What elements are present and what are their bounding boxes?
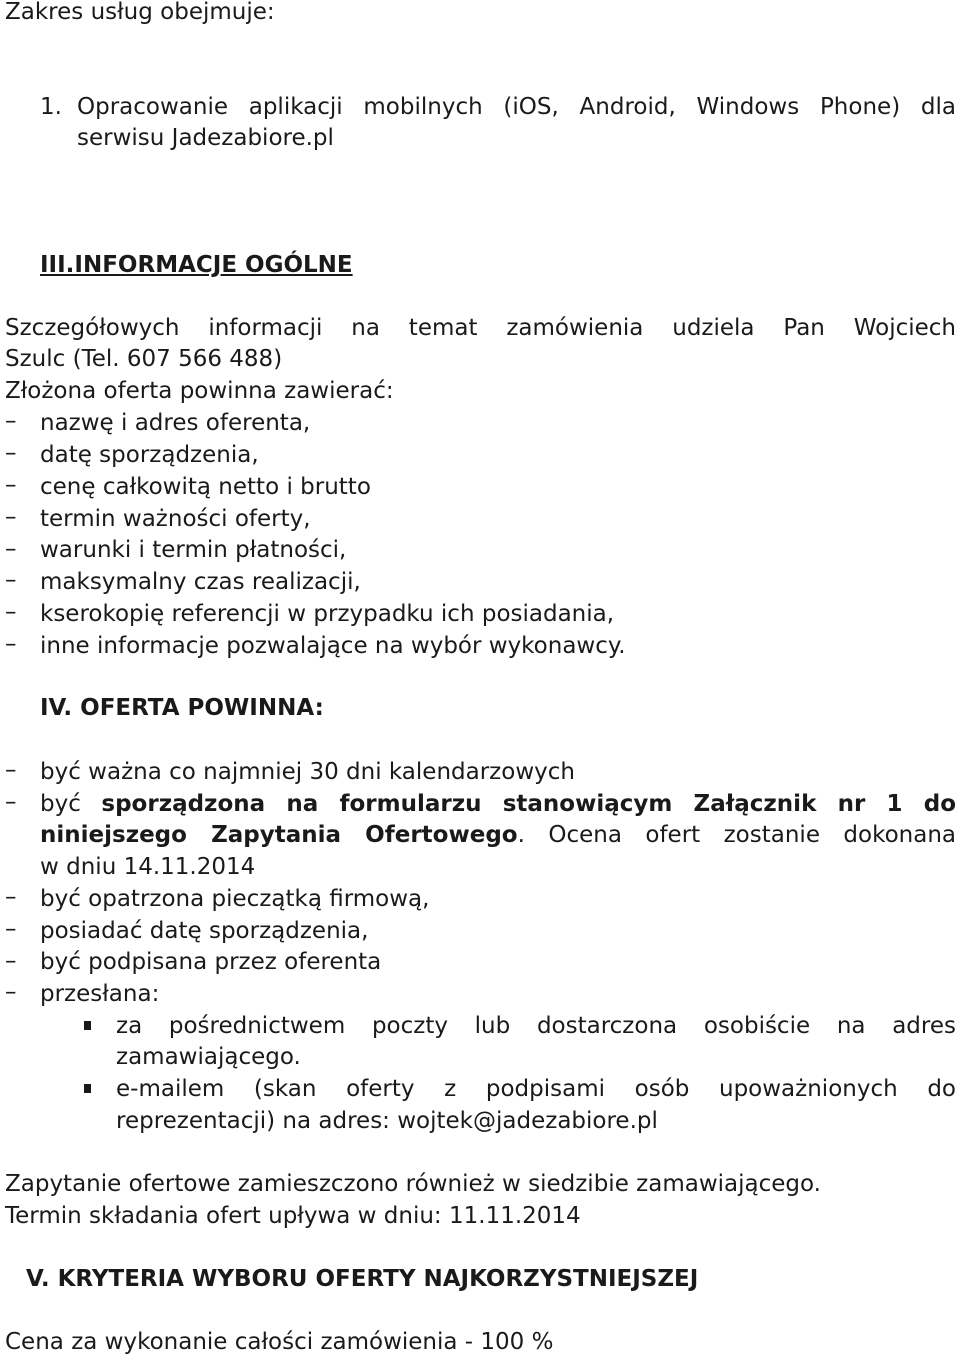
list-dash: – [5, 757, 17, 783]
list-item: termin ważności oferty, [40, 506, 311, 532]
list-item: maksymalny czas realizacji, [40, 569, 361, 595]
requirement-item: być podpisana przez oferenta [40, 949, 382, 975]
requirement-form-rest: . Ocena ofert zostanie dokonana [517, 822, 956, 848]
list-dash: – [5, 567, 17, 593]
list-dash: – [5, 408, 17, 434]
list-dash: – [5, 536, 17, 562]
requirement-item-form-line-1 [40, 788, 956, 820]
delivery-item-2-line-2: reprezentacji) na adres: wojtek@jadezabiore.pl [116, 1108, 658, 1134]
requirement-item: być opatrzona pieczątką firmową, [40, 886, 430, 912]
delivery-item-1-line-2: zamawiającego. [116, 1044, 301, 1070]
section-4-heading: IV. OFERTA POWINNA: [40, 695, 324, 721]
deadline: Termin składania ofert upływa w dniu: 11.11.2014 [5, 1203, 581, 1229]
list-item: inne informacje pozwalające na wybór wykonawcy. [40, 633, 626, 659]
list-item: datę sporządzenia, [40, 442, 259, 468]
delivery-item-1-line-1: za pośrednictwem poczty lub dostarczona osobiście na adres [116, 1013, 956, 1039]
delivery-item-2-line-1: e-mailem (skan oferty z podpisami osób upoważnionych do [116, 1076, 956, 1102]
contact-line-1: Szczegółowych informacji na temat zamówienia udziela Pan Wojciech [5, 315, 956, 341]
scope-heading: Zakres usług obejmuje: [5, 0, 275, 25]
section-3-heading: III.INFORMACJE OGÓLNE [40, 252, 353, 278]
requirement-item-form-line-2 [40, 819, 956, 851]
requirement-item: posiadać datę sporządzenia, [40, 918, 369, 944]
scope-item-line-2: serwisu Jadezabiore.pl [77, 125, 334, 151]
list-dash: – [5, 599, 17, 625]
scope-item-number: 1. [40, 94, 62, 120]
list-dash: – [5, 504, 17, 530]
contact-line-2: Szulc (Tel. 607 566 488) [5, 346, 283, 372]
requirement-prefix: być [40, 791, 81, 817]
requirement-item-form-line-3: w dniu 14.11.2014 [40, 854, 256, 880]
list-item: cenę całkowitą netto i brutto [40, 474, 371, 500]
list-item: warunki i termin płatności, [40, 537, 347, 563]
requirement-item: przesłana: [40, 981, 160, 1007]
offer-must-contain: Złożona oferta powinna zawierać: [5, 378, 394, 404]
list-item: nazwę i adres oferenta, [40, 410, 311, 436]
requirement-item: być ważna co najmniej 30 dni kalendarzowych [40, 759, 575, 785]
list-dash: – [5, 916, 17, 942]
posted-note: Zapytanie ofertowe zamieszczono również w siedzibie zamawiającego. [5, 1171, 821, 1197]
list-dash: – [5, 789, 17, 815]
section-5-heading: V. KRYTERIA WYBORU OFERTY NAJKORZYSTNIEJSZEJ [26, 1266, 699, 1292]
bullet-icon [84, 1021, 91, 1030]
list-dash: – [5, 631, 17, 657]
list-dash: – [5, 472, 17, 498]
criteria: Cena za wykonanie całości zamówienia - 100 % [5, 1329, 554, 1355]
list-dash: – [5, 948, 17, 974]
list-dash: – [5, 979, 17, 1005]
bullet-icon [84, 1084, 91, 1093]
requirement-form-bold-2: niniejszego Zapytania Ofertowego [40, 822, 518, 848]
list-item: kserokopię referencji w przypadku ich posiadania, [40, 601, 615, 627]
scope-item-line-1: Opracowanie aplikacji mobilnych (iOS, Android, Windows Phone) dla [77, 94, 956, 120]
list-dash: – [5, 440, 17, 466]
requirement-form-bold: sporządzona na formularzu stanowiącym Załącznik nr 1 do [101, 791, 957, 817]
list-dash: – [5, 884, 17, 910]
